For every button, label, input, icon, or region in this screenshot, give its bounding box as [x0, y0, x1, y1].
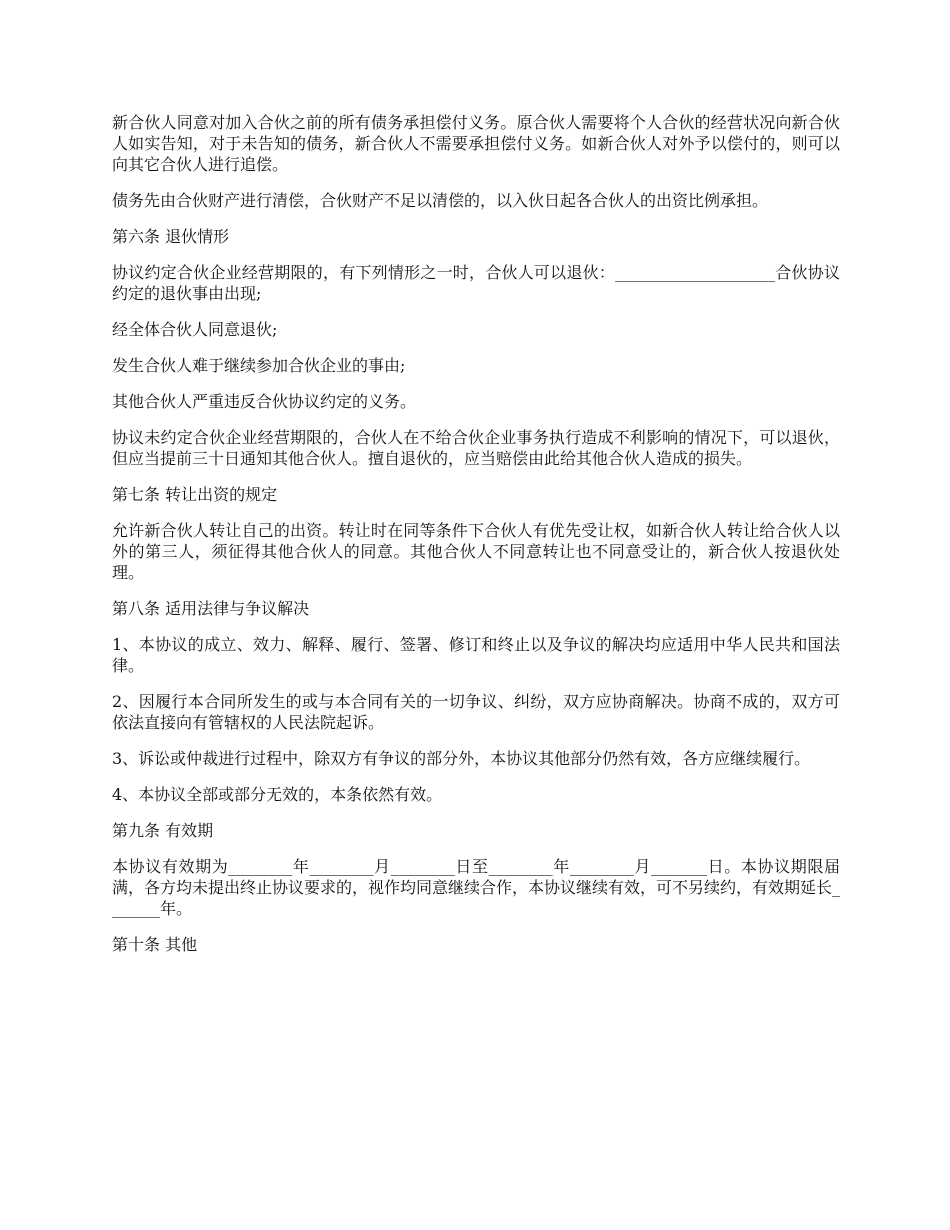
- paragraph-continued-performance: 3、诉讼或仲裁进行过程中，除双方有争议的部分外，本协议其他部分仍然有效，各方应继续履行。: [112, 749, 811, 768]
- paragraph-debt-repayment: 债务先由合伙财产进行清偿，合伙财产不足以清偿的，以入伙日起各合伙人的出资比例承担。: [112, 191, 769, 210]
- document-page: [112, 112, 840, 970]
- heading-article-9: 第九条 有效期: [112, 821, 214, 840]
- paragraph-withdrawal-notice: 协议未约定合伙企业经营期限的，合伙人在不给合伙企业事务执行造成不利影响的情况下，可以退伙，但应当提前三十日通知其他合伙人。擅自退伙的，应当赔偿由此给其他合伙人造成的损失。: [112, 428, 840, 468]
- paragraph-validity-period: 本协议有效期为________年________月________日至________年________月_______日。本协议期限届满，各方均未提出终止协议要求的，视作均同意继续合作，本协议继续有效，可不另续约，有效期延长_______年。: [112, 857, 841, 918]
- paragraph-clause-validity: 4、本协议全部或部分无效的，本条依然有效。: [112, 785, 443, 804]
- heading-article-7: 第七条 转让出资的规定: [112, 485, 278, 504]
- paragraph-withdrawal-consent: 经全体合伙人同意退伙;: [112, 320, 278, 339]
- paragraph-capital-transfer: 允许新合伙人转让自己的出资。转让时在同等条件下合伙人有优先受让权，如新合伙人转让给合伙人以外的第三人，须征得其他合伙人的同意。其他合伙人不同意转让也不同意受让的，新合伙人按退伙处理。: [112, 521, 840, 582]
- paragraph-withdrawal-difficulty: 发生合伙人难于继续参加合伙企业的事由;: [112, 356, 406, 375]
- paragraph-governing-law: 1、本协议的成立、效力、解释、履行、签署、修订和终止以及争议的解决均应适用中华人民共和国法律。: [112, 635, 840, 675]
- heading-article-8: 第八条 适用法律与争议解决: [112, 599, 310, 618]
- paragraph-withdrawal-conditions: 协议约定合伙企业经营期限的，有下列情形之一时，合伙人可以退伙：____________________合伙协议约定的退伙事由出现;: [112, 263, 840, 303]
- paragraph-new-partner-debt: 新合伙人同意对加入合伙之前的所有债务承担偿付义务。原合伙人需要将个人合伙的经营状况向新合伙人如实告知，对于未告知的债务，新合伙人不需要承担偿付义务。如新合伙人对外予以偿付的，则可以向其它合伙人进行追偿。: [112, 113, 840, 174]
- paragraph-withdrawal-violation: 其他合伙人严重违反合伙协议约定的义务。: [112, 392, 417, 411]
- heading-article-10: 第十条 其他: [112, 935, 198, 954]
- heading-article-6: 第六条 退伙情形: [112, 227, 230, 246]
- paragraph-dispute-resolution: 2、因履行本合同所发生的或与本合同有关的一切争议、纠纷，双方应协商解决。协商不成的，双方可依法直接向有管辖权的人民法院起诉。: [112, 692, 840, 732]
